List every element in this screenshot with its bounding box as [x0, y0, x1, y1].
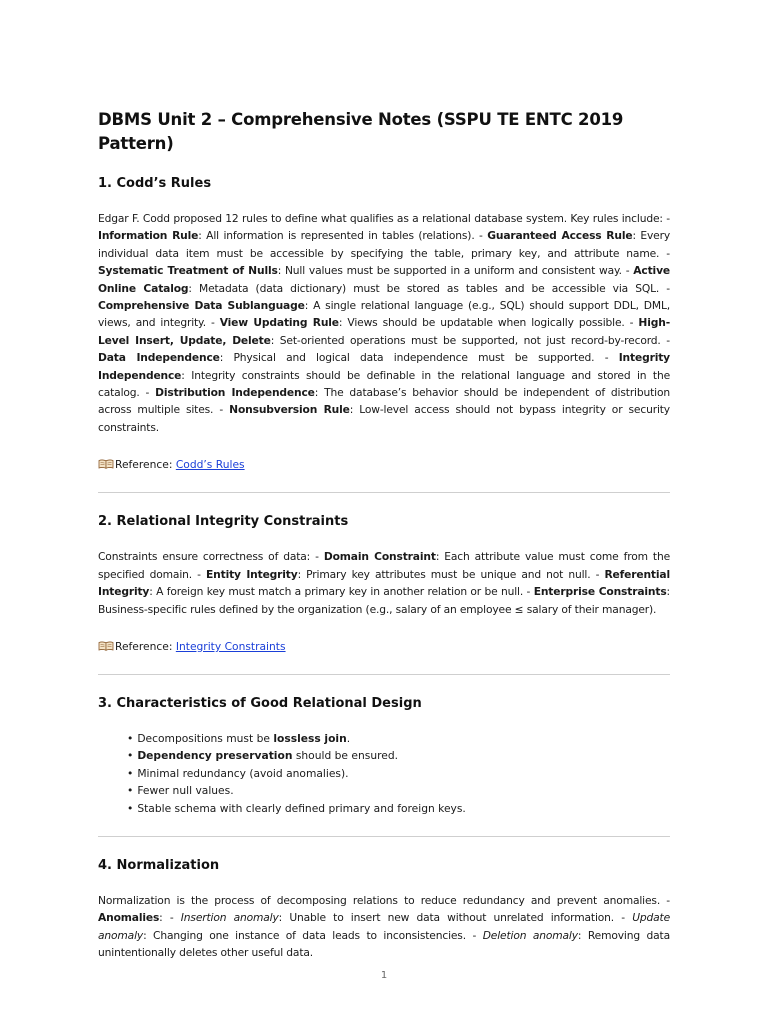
bold-term: Domain Constraint [323, 550, 436, 564]
open-book-icon [98, 459, 114, 469]
section-normalization [98, 857, 670, 962]
bold-term: Systematic Treatment of Nulls [98, 264, 278, 278]
list-item: • Stable schema with clearly defined primary and foreign keys. [127, 800, 670, 817]
section-heading: 1. Codd’s Rules [98, 176, 212, 191]
list-item: • Dependency preservation should be ensured. [127, 747, 670, 764]
bold-term: Data Independence [98, 351, 220, 365]
bullet-list [98, 730, 670, 817]
section-codds-rules [98, 175, 670, 473]
section-heading: 4. Normalization [98, 857, 220, 873]
list-item: • Minimal redundancy (avoid anomalies). [127, 765, 670, 782]
bold-term: Distribution Independence [155, 386, 315, 400]
section-divider [98, 836, 670, 837]
bold-term: View Updating Rule [219, 316, 339, 330]
bold-term: Nonsubversion Rule [229, 403, 350, 417]
list-item: • Fewer null values. [127, 782, 670, 799]
bold-term: Guaranteed Access Rule [487, 229, 633, 243]
bold-term: Enterprise Constraints [533, 585, 667, 599]
reference-link-codds-rules[interactable]: Codd’s Rules [175, 458, 245, 472]
list-item: • Decompositions must be lossless join. [127, 730, 670, 747]
reference-label: Reference: [115, 458, 176, 472]
italic-term: Insertion anomaly [180, 911, 279, 925]
section-heading: 3. Characteristics of Good Relational Design [98, 695, 422, 711]
document-page [98, 108, 670, 962]
section-heading: 2. Relational Integrity Constraints [98, 514, 349, 530]
bold-term: lossless join [273, 731, 347, 745]
bold-term: Information Rule [98, 229, 199, 243]
bold-term: Entity Integrity [206, 567, 298, 581]
bold-term: Referential Integrity [98, 567, 670, 599]
bold-term: Dependency preservation [137, 749, 293, 763]
section-body: Edgar F. Codd proposed 12 rules to define what qualifies as a relational database system. Key rules include: - Information Rule: All information is represented in tables (relations). - Guaranteed Access Rule: Every individual data item must be accessible by specifying the table, primary key, and attribute name. - Systematic Treatment of Nulls: Null values must be supported in a uniform and consistent way. - Active Online Catalog: Metadata (data dictionary) must be stored as tables and be accessible via SQL. - Comprehensive Data Sublanguage: A single relational language (e.g., SQL) should support DDL, DML, views, and integrity. - View Updating Rule: Views should be updatable when logically possible. - High-Level Insert, Update, Delete: Set-oriented operations must be supported, not just record-by-record. - Data Independence: Physical and logical data independence must be supported. - Integrity Independence: Integrity constraints should be definable in the relational language and stored in the catalog. - Distribution Independence: The database’s behavior should be independent of distribution across multiple sites. - Nonsubversion Rule: Low-level access should not bypass integrity or security constraints. [98, 212, 671, 434]
bold-term: Anomalies [98, 911, 160, 925]
reference-label: Reference: [115, 639, 176, 653]
italic-term: Deletion anomaly [482, 928, 578, 942]
section-divider [98, 674, 670, 675]
bold-term: Comprehensive Data Sublanguage [98, 299, 305, 313]
italic-term: Update anomaly [98, 911, 670, 942]
section-good-design [98, 695, 670, 817]
open-book-icon [98, 641, 114, 651]
bold-term: Integrity Independence [98, 351, 670, 382]
section-integrity-constraints [98, 513, 670, 655]
bold-term: High-Level Insert, Update, Delete [98, 316, 670, 347]
page-number: 1 [380, 970, 388, 981]
section-body: Constraints ensure correctness of data: - Domain Constraint: Each attribute value must come from the specified domain. - Entity Integrity: Primary key attributes must be unique and not null. - Referential Integrity: A foreign key must match a primary key in another relation or be null. - Enterprise Constraints: Business-specific rules defined by the organization (e.g., salary of an employee ≤ salary of their manager). [98, 550, 670, 616]
document-title: DBMS Unit 2 – Comprehensive Notes (SSPU TE ENTC 2019 Pattern) [98, 110, 624, 153]
reference-link-integrity-constraints[interactable]: Integrity Constraints [175, 639, 286, 653]
reference-line [98, 456, 670, 473]
section-divider [98, 492, 670, 493]
reference-line [98, 638, 670, 655]
bold-term: Active Online Catalog [98, 264, 670, 295]
section-body: Normalization is the process of decomposing relations to reduce redundancy and prevent anomalies. - Anomalies: - Insertion anomaly: Unable to insert new data without unrelated information. - Update anomaly: Changing one instance of data leads to inconsistencies. - Deletion anomaly: Removing data unintentionally deletes other useful data. [98, 893, 670, 960]
